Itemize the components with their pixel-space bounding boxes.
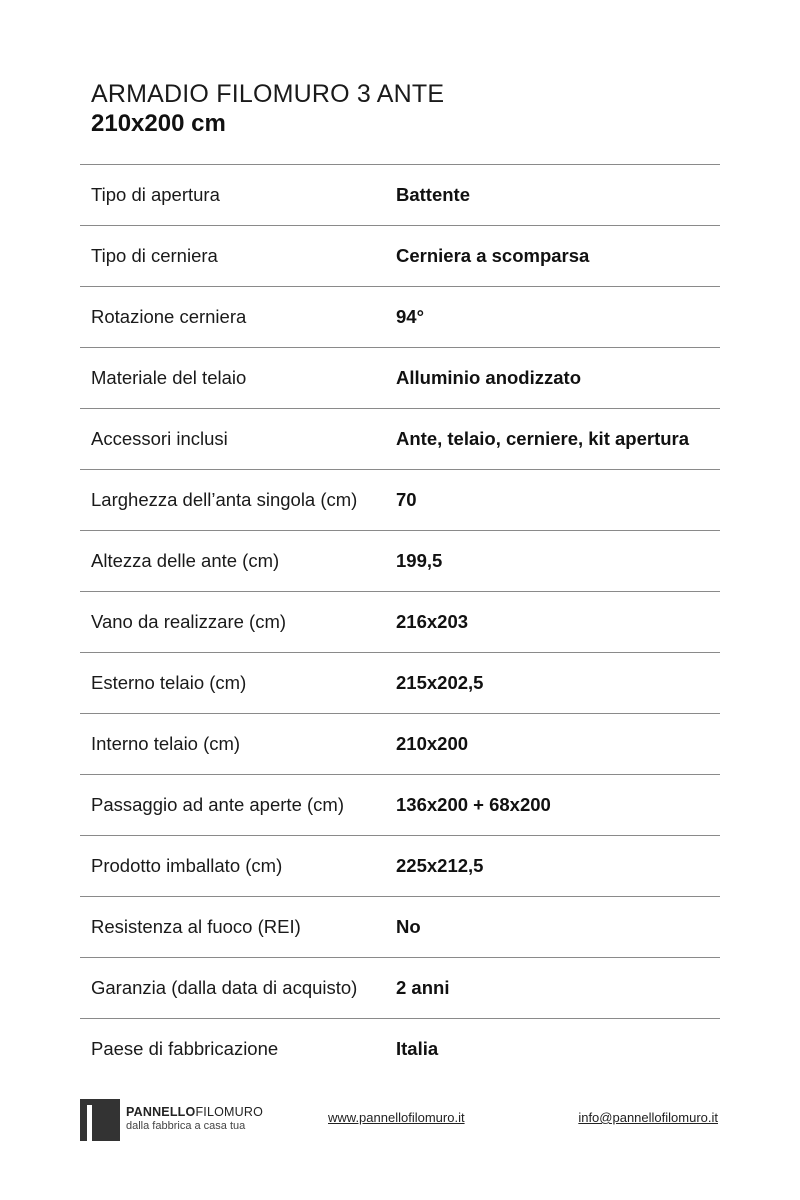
brand-text <box>126 1099 263 1133</box>
spec-value: 199,5 <box>396 550 443 571</box>
spec-row <box>80 287 720 348</box>
spec-label: Vano da realizzare (cm) <box>91 611 287 632</box>
brand-name-light: FILOMURO <box>195 1105 264 1119</box>
spec-label: Rotazione cerniera <box>91 306 247 327</box>
spec-value: 94° <box>396 306 424 327</box>
spec-label: Prodotto imballato (cm) <box>91 855 283 876</box>
spec-row <box>80 409 720 470</box>
website-link[interactable]: www.pannellofilomuro.it <box>328 1110 465 1125</box>
spec-row <box>80 470 720 531</box>
door-frame-logo-icon <box>80 1099 120 1141</box>
spec-label: Resistenza al fuoco (REI) <box>91 916 301 937</box>
spec-row <box>80 226 720 287</box>
spec-value: 210x200 <box>396 733 469 754</box>
spec-label: Paese di fabbricazione <box>91 1038 279 1059</box>
spec-table <box>80 164 720 1079</box>
spec-value: 215x202,5 <box>396 672 484 693</box>
brand-logo <box>80 1099 263 1141</box>
spec-row <box>80 958 720 1019</box>
spec-label: Materiale del telaio <box>91 367 247 388</box>
spec-label: Accessori inclusi <box>91 428 228 449</box>
spec-label: Garanzia (dalla data di acquisto) <box>91 977 358 998</box>
spec-row <box>80 836 720 897</box>
spec-value: 136x200 + 68x200 <box>396 794 551 815</box>
page-footer <box>80 1098 720 1142</box>
spec-row <box>80 775 720 836</box>
spec-row <box>80 653 720 714</box>
spec-row <box>80 531 720 592</box>
spec-value: 225x212,5 <box>396 855 484 876</box>
spec-label: Larghezza dell’anta singola (cm) <box>91 489 358 510</box>
spec-row <box>80 1019 720 1079</box>
brand-name <box>126 1105 263 1119</box>
spec-value: Cerniera a scomparsa <box>396 245 590 266</box>
spec-row <box>80 348 720 409</box>
spec-row <box>80 165 720 226</box>
page-header <box>91 79 444 139</box>
page-subtitle: 210x200 cm <box>91 110 226 137</box>
spec-label: Altezza delle ante (cm) <box>91 550 280 571</box>
spec-label: Tipo di cerniera <box>91 245 218 266</box>
brand-tagline: dalla fabbrica a casa tua <box>126 1120 246 1132</box>
spec-label: Esterno telaio (cm) <box>91 672 247 693</box>
spec-row <box>80 714 720 775</box>
spec-value: Ante, telaio, cerniere, kit apertura <box>396 428 690 449</box>
spec-value: Alluminio anodizzato <box>396 367 581 388</box>
spec-row <box>80 592 720 653</box>
spec-value: Battente <box>396 184 471 205</box>
spec-value: 216x203 <box>396 611 469 632</box>
email-link[interactable]: info@pannellofilomuro.it <box>578 1110 718 1125</box>
spec-value: Italia <box>396 1038 439 1059</box>
spec-label: Passaggio ad ante aperte (cm) <box>91 794 344 815</box>
spec-label: Interno telaio (cm) <box>91 733 241 754</box>
spec-value: 2 anni <box>396 977 450 998</box>
spec-row <box>80 897 720 958</box>
page-title: ARMADIO FILOMURO 3 ANTE <box>91 80 445 108</box>
brand-name-bold: PANNELLO <box>126 1105 196 1119</box>
spec-label: Tipo di apertura <box>91 184 220 205</box>
spec-value: 70 <box>396 489 417 510</box>
spec-value: No <box>396 916 421 937</box>
